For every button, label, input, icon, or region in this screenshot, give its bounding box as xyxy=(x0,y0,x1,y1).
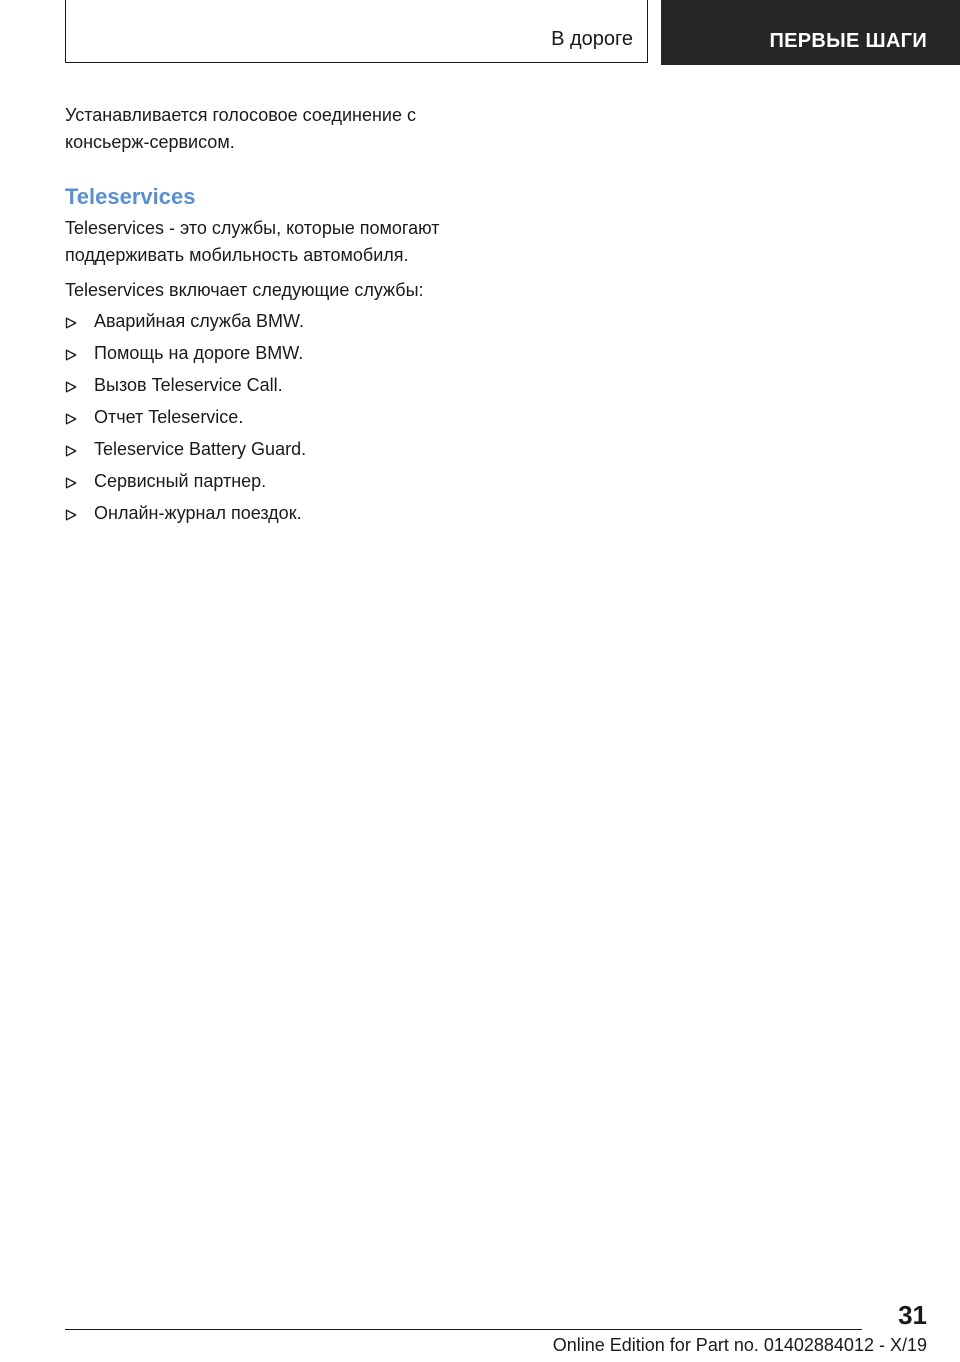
list-item-label: Вызов Teleservice Call. xyxy=(94,375,283,395)
triangle-right-outline-icon xyxy=(65,445,77,457)
list-item xyxy=(65,500,485,532)
list-item xyxy=(65,340,485,372)
header-chapter-tab xyxy=(661,0,960,65)
edition-note: Online Edition for Part no. 01402884012 - X/19 xyxy=(552,1335,927,1355)
list-item xyxy=(65,468,485,500)
services-lead: Teleservices включает следующие службы: xyxy=(65,280,424,300)
page-content xyxy=(65,102,485,532)
list-item-label: Помощь на дороге BMW. xyxy=(94,343,304,363)
list-item-label: Онлайн-журнал поездок. xyxy=(94,503,302,523)
section-heading: Teleservices xyxy=(65,184,196,209)
list-item xyxy=(65,372,485,404)
list-item-label: Отчет Teleservice. xyxy=(94,407,244,427)
footer-divider xyxy=(65,1329,862,1330)
intro-paragraph: Устанавливается голосовое соединение с консьерж-сервисом. xyxy=(65,105,416,152)
list-item xyxy=(65,436,485,468)
triangle-right-outline-icon xyxy=(65,413,77,425)
list-item-label: Аварийная служба BMW. xyxy=(94,311,305,331)
page-number: 31 xyxy=(898,1300,927,1330)
list-item-label: Teleservice Battery Guard. xyxy=(94,439,307,459)
triangle-right-outline-icon xyxy=(65,381,77,393)
triangle-right-outline-icon xyxy=(65,317,77,329)
triangle-right-outline-icon xyxy=(65,509,77,521)
triangle-right-outline-icon xyxy=(65,477,77,489)
header-section-title: В дороге xyxy=(551,28,633,50)
list-item xyxy=(65,308,485,340)
header-section-box xyxy=(65,0,648,63)
list-item xyxy=(65,404,485,436)
services-list xyxy=(65,308,485,532)
description-paragraph: Teleservices - это службы, которые помогают поддерживать мобильность автомобиля. xyxy=(65,218,440,265)
triangle-right-outline-icon xyxy=(65,349,77,361)
header-chapter-title: ПЕРВЫЕ ШАГИ xyxy=(769,30,927,52)
list-item-label: Сервисный партнер. xyxy=(94,471,267,491)
